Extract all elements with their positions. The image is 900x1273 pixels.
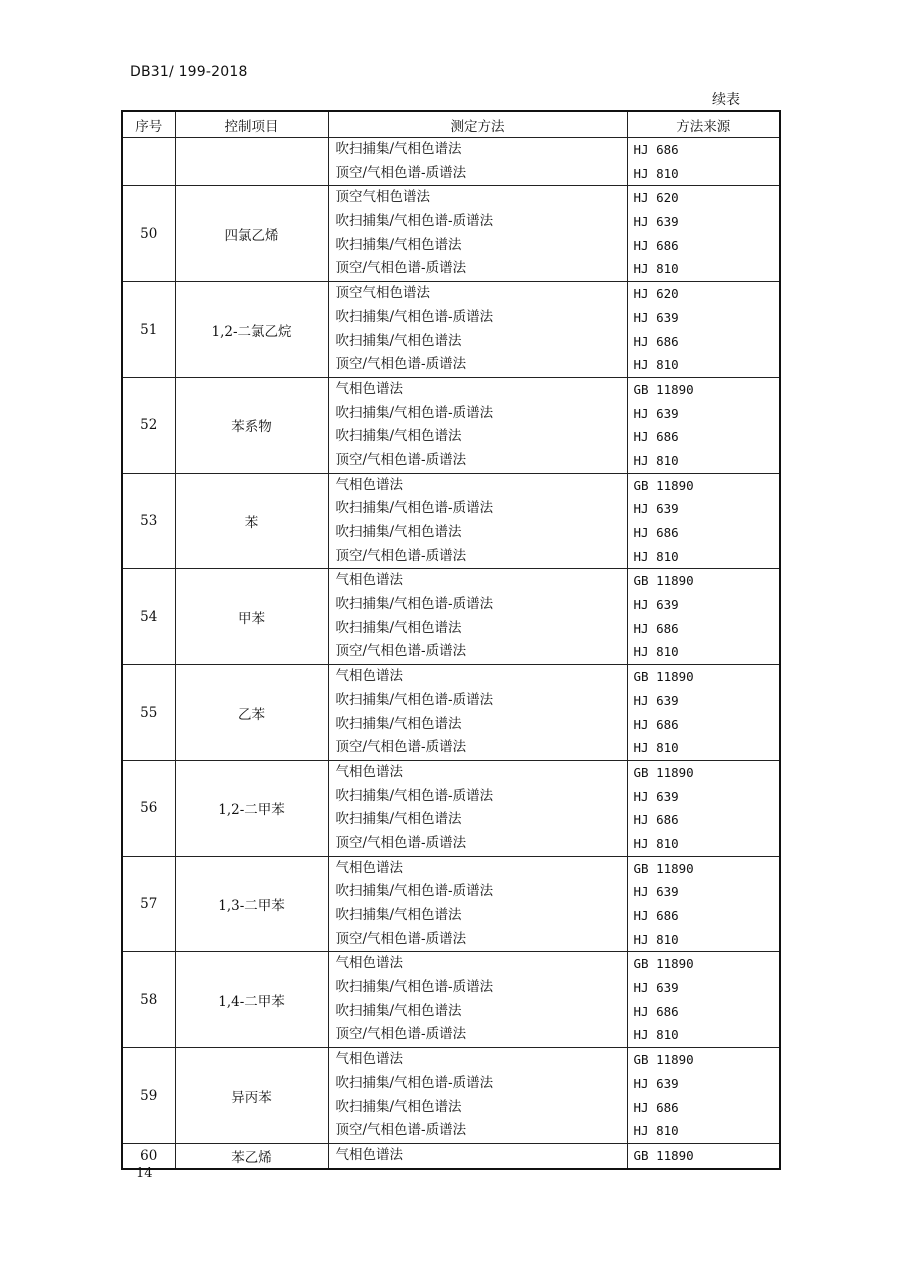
method-line: 顶空/气相色谱-质谱法: [335, 930, 467, 947]
source-line: HJ 620: [633, 286, 679, 302]
control-item: 1,2-二氯乙烷: [175, 282, 328, 378]
source-cell: [627, 1143, 780, 1168]
control-item: 苯乙烯: [175, 1143, 328, 1168]
source-line: GB 11890: [633, 381, 694, 397]
source-line: HJ 686: [633, 333, 679, 349]
table-row: [122, 473, 780, 569]
control-item: 1,3-二甲苯: [175, 856, 328, 952]
source-line: HJ 639: [633, 692, 679, 708]
table-row: [122, 138, 780, 186]
method-line: 顶空气相色谱法: [335, 285, 430, 302]
document-code: DB31/ 199-2018: [130, 64, 248, 80]
table-row: [122, 282, 780, 378]
source-cell: [627, 665, 780, 761]
continued-label: 续表: [712, 92, 740, 108]
method-line: 吹扫捕集/气相色谱-质谱法: [335, 787, 494, 804]
table-row: [122, 952, 780, 1048]
table-row: [122, 1048, 780, 1144]
source-line: HJ 810: [633, 835, 679, 851]
source-line: HJ 810: [633, 261, 679, 277]
source-line: HJ 686: [633, 1003, 679, 1019]
row-number: 60: [122, 1143, 175, 1168]
method-line: 气相色谱法: [335, 668, 403, 685]
method-line: 气相色谱法: [335, 1051, 403, 1068]
source-line: HJ 639: [633, 214, 679, 230]
source-line: HJ 686: [633, 812, 679, 828]
source-line: HJ 686: [633, 908, 679, 923]
source-line: HJ 639: [633, 405, 679, 421]
method-cell: [328, 1048, 627, 1144]
method-cell: [328, 856, 627, 952]
source-line: HJ 810: [633, 931, 679, 947]
table-header-row: [122, 111, 780, 138]
method-line: 吹扫捕集/气相色谱法: [335, 428, 462, 445]
method-line: 顶空/气相色谱-质谱法: [335, 547, 467, 564]
row-number: 51: [122, 282, 175, 378]
source-cell: [627, 473, 780, 569]
source-cell: [627, 1048, 780, 1144]
row-number: 59: [122, 1048, 175, 1144]
method-line: 顶空/气相色谱-质谱法: [335, 1026, 467, 1043]
source-line: HJ 639: [633, 309, 679, 325]
source-line: HJ 639: [633, 597, 679, 613]
table-row: [122, 1143, 780, 1168]
method-line: 吹扫捕集/气相色谱法: [335, 907, 462, 923]
column-header-source: 方法来源: [627, 111, 780, 138]
method-line: 吹扫捕集/气相色谱法: [335, 524, 462, 540]
row-number: 53: [122, 473, 175, 569]
source-line: HJ 686: [633, 716, 679, 732]
source-line: HJ 810: [633, 357, 679, 373]
source-cell: [627, 282, 780, 378]
source-line: GB 11890: [633, 477, 694, 493]
row-number: 55: [122, 665, 175, 761]
source-line: GB 11890: [633, 860, 694, 876]
control-item: 苯系物: [175, 377, 328, 473]
source-line: HJ 686: [633, 525, 679, 540]
source-line: GB 11890: [633, 1052, 694, 1068]
table-row: [122, 569, 780, 665]
source-line: HJ 810: [633, 548, 679, 564]
table-row: [122, 186, 780, 282]
method-line: 顶空/气相色谱-质谱法: [335, 834, 467, 851]
source-cell: [627, 186, 780, 282]
source-line: HJ 620: [633, 190, 679, 206]
method-line: 吹扫捕集/气相色谱法: [335, 715, 462, 732]
source-line: HJ 810: [633, 1027, 679, 1043]
source-line: HJ 810: [633, 452, 679, 468]
method-cell: [328, 1143, 627, 1168]
source-line: HJ 639: [633, 501, 679, 517]
source-line: HJ 639: [633, 884, 679, 900]
source-cell: [627, 569, 780, 665]
method-line: 顶空气相色谱法: [335, 189, 430, 206]
column-header-number: 序号: [122, 111, 175, 138]
standards-table: [121, 110, 781, 1170]
method-line: 顶空/气相色谱-质谱法: [335, 643, 467, 660]
table-row: [122, 377, 780, 473]
method-line: 吹扫捕集/气相色谱法: [335, 332, 462, 349]
source-line: HJ 686: [633, 429, 679, 445]
method-cell: [328, 665, 627, 761]
method-line: 吹扫捕集/气相色谱-质谱法: [335, 691, 494, 708]
method-line: 吹扫捕集/气相色谱法: [335, 811, 462, 828]
control-item: 1,4-二甲苯: [175, 952, 328, 1048]
method-line: 顶空/气相色谱-质谱法: [335, 164, 467, 181]
method-line: 顶空/气相色谱-质谱法: [335, 356, 467, 373]
column-header-method: 测定方法: [328, 111, 627, 138]
method-line: 吹扫捕集/气相色谱-质谱法: [335, 308, 494, 325]
source-cell: [627, 856, 780, 952]
method-line: 吹扫捕集/气相色谱-质谱法: [335, 596, 494, 613]
method-line: 顶空/气相色谱-质谱法: [335, 260, 467, 277]
row-number: 58: [122, 952, 175, 1048]
method-line: 顶空/气相色谱-质谱法: [335, 739, 467, 756]
source-line: HJ 686: [633, 237, 679, 253]
table-row: [122, 856, 780, 952]
row-number: [122, 138, 175, 186]
method-line: 气相色谱法: [335, 476, 403, 493]
column-header-item: 控制项目: [175, 111, 328, 138]
method-cell: [328, 377, 627, 473]
source-line: HJ 810: [633, 740, 679, 756]
method-line: 吹扫捕集/气相色谱法: [335, 619, 462, 636]
source-line: GB 11890: [633, 1147, 694, 1163]
source-line: HJ 686: [633, 142, 679, 157]
source-line: GB 11890: [633, 764, 694, 780]
control-item: [175, 138, 328, 186]
method-line: 气相色谱法: [335, 380, 403, 397]
table-row: [122, 760, 780, 856]
control-item: 苯: [175, 473, 328, 569]
source-line: HJ 639: [633, 980, 679, 996]
source-line: HJ 686: [633, 1099, 679, 1115]
source-line: HJ 639: [633, 788, 679, 804]
source-cell: [627, 138, 780, 186]
method-cell: [328, 138, 627, 186]
control-item: 乙苯: [175, 665, 328, 761]
method-cell: [328, 282, 627, 378]
method-line: 气相色谱法: [335, 955, 403, 972]
source-line: GB 11890: [633, 669, 694, 685]
control-item: 四氯乙烯: [175, 186, 328, 282]
row-number: 54: [122, 569, 175, 665]
method-line: 气相色谱法: [335, 763, 403, 780]
source-line: HJ 639: [633, 1075, 679, 1091]
method-line: 吹扫捕集/气相色谱-质谱法: [335, 883, 494, 900]
source-cell: [627, 952, 780, 1048]
row-number: 50: [122, 186, 175, 282]
method-line: 吹扫捕集/气相色谱法: [335, 1098, 462, 1115]
source-line: HJ 686: [633, 620, 679, 636]
source-line: GB 11890: [633, 573, 694, 589]
control-item: 1,2-二甲苯: [175, 760, 328, 856]
method-cell: [328, 760, 627, 856]
method-line: 吹扫捕集/气相色谱法: [335, 141, 462, 157]
source-line: HJ 810: [633, 1123, 679, 1139]
method-cell: [328, 952, 627, 1048]
control-item: 异丙苯: [175, 1048, 328, 1144]
table-row: [122, 665, 780, 761]
row-number: 57: [122, 856, 175, 952]
method-line: 吹扫捕集/气相色谱法: [335, 1002, 462, 1019]
method-cell: [328, 569, 627, 665]
source-cell: [627, 377, 780, 473]
method-line: 气相色谱法: [335, 859, 403, 876]
control-item: 甲苯: [175, 569, 328, 665]
source-line: HJ 810: [633, 165, 679, 181]
row-number: 52: [122, 377, 175, 473]
row-number: 56: [122, 760, 175, 856]
method-line: 顶空/气相色谱-质谱法: [335, 451, 467, 468]
method-line: 吹扫捕集/气相色谱-质谱法: [335, 213, 494, 230]
method-line: 气相色谱法: [335, 1146, 403, 1163]
method-line: 吹扫捕集/气相色谱-质谱法: [335, 404, 494, 421]
method-cell: [328, 473, 627, 569]
page-number: 14: [136, 1166, 153, 1181]
table-body: [122, 138, 780, 1169]
source-line: HJ 810: [633, 644, 679, 660]
source-cell: [627, 760, 780, 856]
method-line: 吹扫捕集/气相色谱-质谱法: [335, 500, 494, 517]
method-line: 气相色谱法: [335, 572, 403, 589]
method-line: 吹扫捕集/气相色谱-质谱法: [335, 979, 494, 996]
method-line: 顶空/气相色谱-质谱法: [335, 1122, 467, 1139]
method-line: 吹扫捕集/气相色谱-质谱法: [335, 1074, 494, 1091]
source-line: GB 11890: [633, 956, 694, 972]
method-line: 吹扫捕集/气相色谱法: [335, 236, 462, 253]
method-cell: [328, 186, 627, 282]
